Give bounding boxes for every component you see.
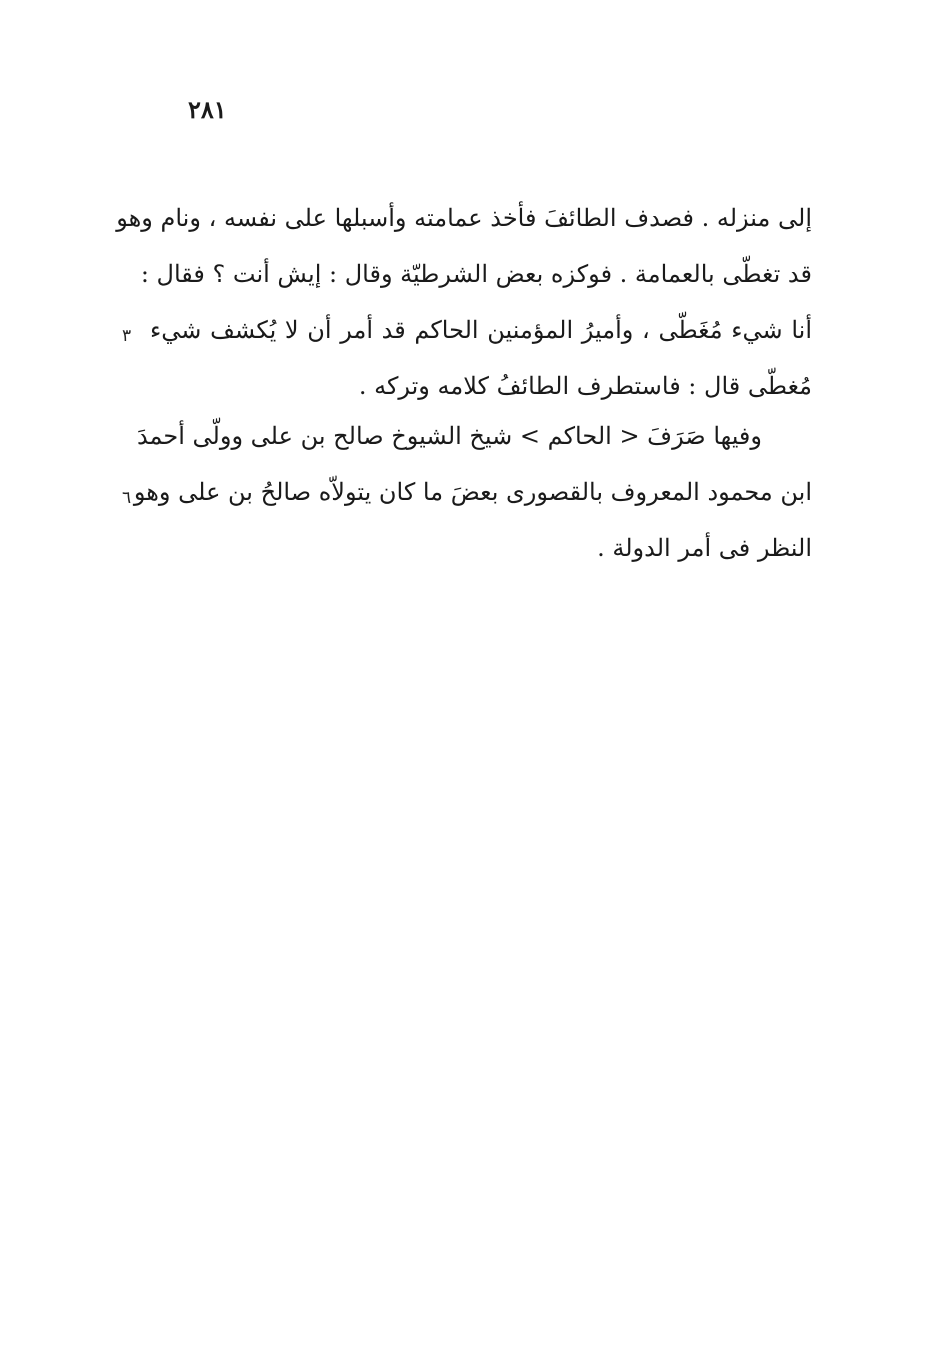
line-number-marker: ٦ — [122, 488, 132, 508]
page-number: ٢٨١ — [188, 95, 227, 124]
text-line: مُغطّى قال : فاستطرف الطائفُ كلامه وتركه . — [358, 372, 812, 400]
text-line: قد تغطّى بالعمامة . فوكزه بعض الشرطيّة وقال : إيش أنت ؟ فقال : — [140, 260, 812, 288]
paragraph-1 — [116, 190, 812, 414]
text-line: وفيها صَرَفَ < الحاكم > شيخ الشيوخ صالح بن على وولّى أحمدَ — [136, 422, 762, 450]
text-line: النظر فى أمر الدولة . — [597, 534, 812, 562]
text-line: إلى منزله . فصدف الطائفَ فأخذ عمامته وأسبلها على نفسه ، ونام وهو — [116, 204, 812, 232]
paragraph-2 — [133, 408, 812, 576]
text-line: أنا شيء مُغَطّى ، وأميرُ المؤمنين الحاكم قد أمر أن لا يُكشف شيء — [150, 316, 812, 344]
text-line: ابن محمود المعروف بالقصورى بعضَ ما كان يتولاّه صالحُ بن على وهو — [133, 478, 812, 506]
line-number-marker: ٣ — [122, 326, 132, 346]
